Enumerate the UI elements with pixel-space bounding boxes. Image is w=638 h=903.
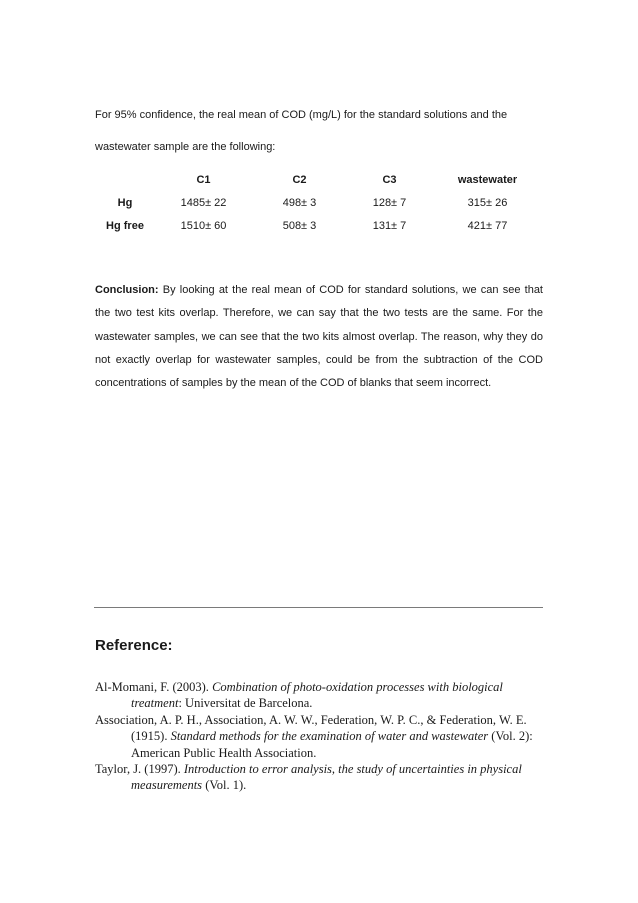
references-heading: Reference: bbox=[95, 637, 173, 654]
cod-results-table bbox=[95, 168, 543, 237]
table-cell: 315± 26 bbox=[467, 196, 508, 209]
reference-authors: Taylor, J. (1997). bbox=[95, 762, 184, 777]
reference-item bbox=[95, 761, 545, 794]
table-header-row bbox=[95, 168, 543, 191]
table-cell: 131± 7 bbox=[372, 219, 407, 232]
reference-title: Standard methods for the examination of water and wastewater bbox=[170, 729, 489, 744]
table-cell: 498± 3 bbox=[282, 196, 317, 209]
table-cell: 1485± 22 bbox=[180, 196, 227, 209]
reference-authors: Al-Momani, F. (2003). bbox=[95, 680, 213, 694]
references-list bbox=[95, 679, 545, 794]
reference-authors: Association, A. P. H., Association, A. W. W., Federation, W. P. C., & Federation, W. E. (1915). bbox=[95, 712, 527, 744]
reference-title: Combination of photo-oxidation processes with biological treatment bbox=[131, 680, 503, 711]
row-label-hg: Hg bbox=[117, 196, 133, 209]
table-header-wastewater: wastewater bbox=[457, 173, 518, 186]
reference-item bbox=[95, 679, 545, 712]
table-cell: 128± 7 bbox=[372, 196, 407, 209]
row-label-hg-free: Hg free bbox=[106, 219, 144, 232]
reference-publisher: : Universitat de Barcelona. bbox=[178, 696, 313, 711]
table-cell: 1510± 60 bbox=[180, 219, 227, 232]
table-header-empty bbox=[95, 168, 155, 191]
table-cell: 508± 3 bbox=[282, 219, 317, 232]
table-cell: 421± 77 bbox=[467, 219, 508, 232]
reference-item bbox=[95, 712, 545, 761]
reference-publisher: (Vol. 2): American Public Health Association. bbox=[131, 729, 533, 760]
section-divider bbox=[94, 607, 543, 608]
conclusion-paragraph bbox=[95, 279, 543, 395]
table-row bbox=[95, 191, 543, 214]
table-header-c2: C2 bbox=[292, 173, 307, 186]
conclusion-text: By looking at the real mean of COD for standard solutions, we can see that the two test kits overlap. Therefore, we can say that the two tests are the same. For the wastewater samples, we can see that the two kits almost overlap. The reason, why they do not exactly overlap for wastewater samples, could be from the subtraction of the COD concentrations of samples by the mean of the COD of blanks that seem incorrect. bbox=[95, 284, 543, 390]
table-row bbox=[95, 214, 543, 237]
table-header-c1: C1 bbox=[196, 173, 211, 186]
reference-publisher: (Vol. 1). bbox=[202, 778, 247, 793]
reference-title: Introduction to error analysis, the study of uncertainties in physical measurements bbox=[131, 762, 522, 793]
table-header-c3: C3 bbox=[382, 173, 397, 186]
intro-paragraph: For 95% confidence, the real mean of COD (mg/L) for the standard solutions and the wastewater sample are the following: bbox=[95, 109, 508, 153]
conclusion-label: Conclusion: bbox=[95, 284, 159, 296]
